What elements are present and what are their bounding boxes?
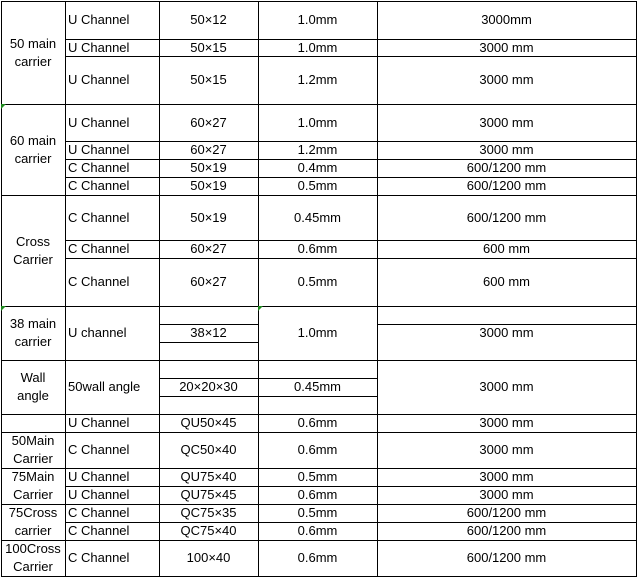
length-cell: 600/1200 mm — [466, 523, 547, 538]
length-cell: 3000mm — [481, 12, 532, 27]
channel-type-cell: U Channel — [68, 114, 130, 130]
group-label-cell: 50 main carrier — [9, 35, 57, 69]
grid-line-horizontal — [65, 159, 637, 160]
thickness-cell: 0.5mm — [297, 505, 338, 520]
grid-line-vertical — [636, 1, 637, 577]
size-cell: QC50×40 — [180, 442, 237, 457]
channel-type-cell: U Channel — [68, 415, 130, 430]
grid-line-horizontal — [65, 177, 637, 178]
length-cell: 600/1200 mm — [466, 160, 547, 175]
grid-line-horizontal — [65, 360, 637, 361]
length-cell: 600 mm — [483, 274, 530, 289]
size-cell: 20×20×30 — [179, 379, 238, 394]
group-label-cell: 60 main carrier — [9, 132, 57, 166]
grid-line-horizontal — [1, 104, 66, 105]
thickness-cell: 0.6mm — [297, 241, 338, 256]
grid-line-horizontal — [65, 39, 637, 40]
grid-line-horizontal — [258, 378, 378, 379]
thickness-cell: 1.2mm — [297, 142, 338, 157]
grid-line-horizontal — [65, 540, 637, 541]
grid-line-vertical — [258, 1, 259, 577]
thickness-cell: 1.0mm — [297, 39, 338, 55]
grid-line-horizontal — [159, 342, 259, 343]
grid-line-vertical — [377, 1, 378, 577]
grid-line-horizontal — [1, 576, 66, 577]
grid-line-horizontal — [65, 432, 637, 433]
grid-line-horizontal — [65, 486, 637, 487]
size-cell: 60×27 — [190, 142, 227, 157]
grid-line-horizontal — [65, 104, 637, 105]
group-label-cell: 38 main carrier — [9, 316, 57, 349]
length-cell: 3000 mm — [479, 114, 534, 130]
group-label-cell: 75Cross carrier — [8, 505, 58, 538]
channel-type-cell: C Channel — [68, 241, 130, 256]
grid-line-horizontal — [65, 306, 637, 307]
length-cell: 600/1200 mm — [466, 209, 547, 225]
group-label-cell: Wall angle — [17, 370, 49, 403]
thickness-cell: 0.6mm — [297, 523, 338, 538]
thickness-cell: 1.2mm — [297, 72, 338, 87]
size-cell: 50×19 — [190, 178, 227, 193]
cell-comment-marker — [258, 306, 263, 311]
size-cell: QU50×45 — [180, 415, 237, 430]
channel-type-cell: U Channel — [68, 39, 130, 55]
thickness-cell: 0.5mm — [297, 469, 338, 484]
grid-line-vertical — [1, 1, 2, 577]
thickness-cell: 1.0mm — [297, 325, 338, 340]
channel-type-cell: U Channel — [68, 72, 130, 87]
channel-type-cell: U Channel — [68, 487, 130, 502]
channel-type-cell: C Channel — [68, 442, 130, 457]
grid-line-horizontal — [159, 324, 259, 325]
size-cell: QC75×35 — [180, 505, 237, 520]
grid-line-horizontal — [1, 1, 66, 2]
length-cell: 3000 mm — [479, 469, 534, 484]
length-cell: 600/1200 mm — [466, 178, 547, 193]
thickness-cell: 0.6mm — [297, 442, 338, 457]
channel-type-cell: U Channel — [68, 12, 130, 27]
grid-line-horizontal — [1, 306, 66, 307]
length-cell: 600/1200 mm — [466, 505, 547, 520]
grid-line-vertical — [159, 1, 160, 577]
grid-line-horizontal — [65, 1, 637, 2]
grid-line-vertical — [65, 1, 66, 577]
cell-comment-marker — [1, 104, 6, 109]
grid-line-horizontal — [65, 468, 637, 469]
thickness-cell: 0.5mm — [297, 178, 338, 193]
grid-line-horizontal — [65, 195, 637, 196]
size-cell: 50×15 — [190, 39, 227, 55]
grid-line-horizontal — [1, 540, 66, 541]
channel-type-cell: U Channel — [68, 142, 130, 157]
length-cell: 3000 mm — [479, 379, 534, 394]
grid-line-horizontal — [65, 522, 637, 523]
size-cell: 50×12 — [190, 12, 227, 27]
channel-type-cell: 50wall angle — [68, 379, 141, 394]
size-cell: 60×27 — [190, 274, 227, 289]
channel-type-cell: C Channel — [68, 209, 130, 225]
thickness-cell: 0.6mm — [297, 415, 338, 430]
thickness-cell: 0.4mm — [297, 160, 338, 175]
channel-type-cell: C Channel — [68, 160, 130, 175]
size-cell: 50×19 — [190, 209, 227, 225]
grid-line-horizontal — [1, 432, 66, 433]
length-cell: 3000 mm — [479, 325, 534, 340]
grid-line-horizontal — [1, 414, 66, 415]
length-cell: 3000 mm — [479, 39, 534, 55]
size-cell: 50×15 — [190, 72, 227, 87]
channel-type-cell: C Channel — [68, 274, 130, 289]
thickness-cell: 0.45mm — [294, 209, 341, 225]
size-cell: 50×19 — [190, 160, 227, 175]
grid-line-horizontal — [159, 396, 259, 397]
size-cell: 38×12 — [190, 325, 227, 340]
size-cell: QU75×45 — [180, 487, 237, 502]
grid-line-horizontal — [65, 414, 637, 415]
size-cell: 60×27 — [190, 114, 227, 130]
grid-line-horizontal — [1, 468, 66, 469]
thickness-cell: 0.5mm — [297, 274, 338, 289]
grid-line-horizontal — [65, 56, 637, 57]
thickness-cell: 0.6mm — [297, 550, 338, 565]
length-cell: 3000 mm — [479, 72, 534, 87]
grid-line-horizontal — [65, 258, 637, 259]
grid-line-horizontal — [65, 576, 637, 577]
length-cell: 600/1200 mm — [466, 550, 547, 565]
length-cell: 3000 mm — [479, 442, 534, 457]
channel-type-cell: U Channel — [68, 469, 130, 484]
grid-line-horizontal — [159, 378, 259, 379]
grid-line-horizontal — [65, 504, 637, 505]
channel-type-cell: C Channel — [68, 523, 130, 538]
grid-line-horizontal — [1, 504, 66, 505]
channel-type-cell: C Channel — [68, 178, 130, 193]
thickness-cell: 1.0mm — [297, 12, 338, 27]
size-cell: QU75×40 — [180, 469, 237, 484]
grid-line-horizontal — [1, 360, 66, 361]
size-cell: 60×27 — [190, 241, 227, 256]
grid-line-horizontal — [1, 195, 66, 196]
channel-type-cell: U channel — [68, 325, 127, 340]
channel-type-cell: C Channel — [68, 550, 130, 565]
group-label-cell: 100Cross Carrier — [5, 541, 61, 574]
grid-line-horizontal — [65, 240, 637, 241]
length-cell: 3000 mm — [479, 142, 534, 157]
grid-line-horizontal — [377, 324, 637, 325]
length-cell: 3000 mm — [479, 487, 534, 502]
length-cell: 600 mm — [483, 241, 530, 256]
group-label-cell: 50Main Carrier — [11, 433, 55, 466]
channel-type-cell: C Channel — [68, 505, 130, 520]
group-label-cell: 75Main Carrier — [11, 469, 55, 502]
thickness-cell: 0.6mm — [297, 487, 338, 502]
size-cell: QC75×40 — [180, 523, 237, 538]
thickness-cell: 0.45mm — [294, 379, 341, 394]
length-cell: 3000 mm — [479, 415, 534, 430]
cell-comment-marker — [1, 306, 6, 311]
thickness-cell: 1.0mm — [297, 114, 338, 130]
grid-line-horizontal — [258, 396, 378, 397]
grid-line-horizontal — [65, 141, 637, 142]
group-label-cell: Cross Carrier — [13, 233, 53, 267]
size-cell: 100×40 — [186, 550, 231, 565]
